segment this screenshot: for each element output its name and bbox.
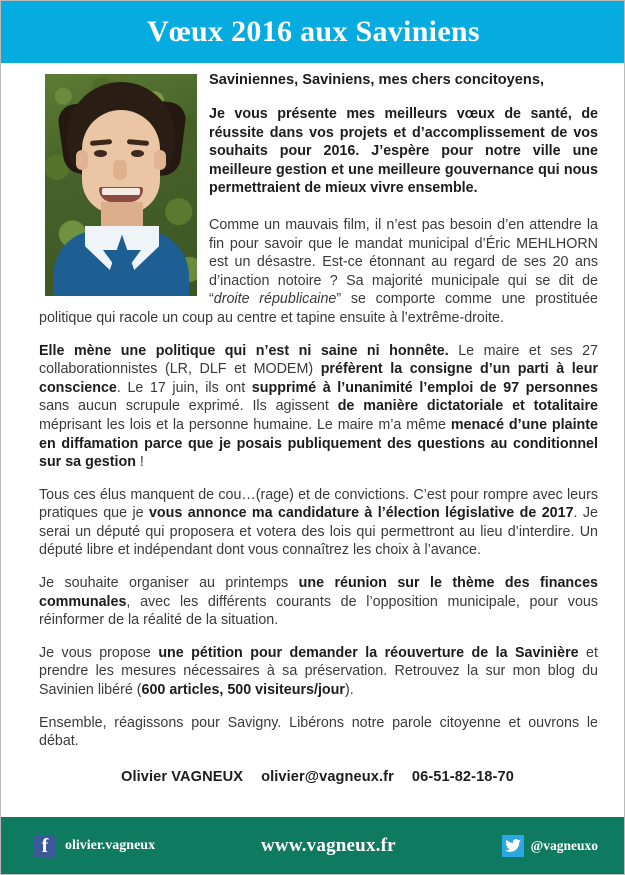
paragraph-6-text-1: Je vous propose — [39, 644, 159, 661]
paragraph-4-text-1: Tous ces élus manquent de cou…(rage) et de convictions. C’est pour rompre avec leurs pratiques que je — [39, 486, 598, 522]
website-url: www.vagneux.fr — [261, 834, 396, 856]
paragraph-3-bold-5: menacé d’une plainte en diffamation parce que je posais publiquement des questions au conditionnel sur sa gestion — [39, 416, 598, 471]
paragraph-4-text-2: . Je serai un député qui proposera et votera des lois qui permettront au lieu d’interdire. Un député libre et indépendant dont vous connaîtrez les choix à l’avance. — [39, 505, 598, 559]
letter-paragraph-3 — [39, 342, 598, 472]
paragraph-6-text-3: ). — [344, 682, 354, 699]
paragraph-3-bold-3: supprimé à l’unanimité l’emploi de 97 personnes — [251, 379, 598, 396]
photo-nose — [113, 160, 127, 180]
letter-paragraph-4 — [39, 486, 598, 560]
paragraph-5-bold-1: une réunion sur le thème des finances communales — [39, 575, 599, 610]
footer-facebook-link[interactable] — [34, 835, 155, 857]
header-banner — [1, 1, 625, 63]
photo-eye-right — [131, 150, 144, 157]
footer-website-link[interactable] — [155, 835, 502, 857]
paragraph-3-text-3: sans aucun scrupule exprimé. Ils agissent — [39, 398, 338, 415]
paragraph-4-bold-1: vous annonce ma candidature à l’élection législative de 2017 — [148, 505, 574, 522]
paragraph-5-text-1: Je souhaite organiser au printemps — [39, 575, 299, 592]
photo-ear-left — [76, 150, 88, 170]
letter-body — [1, 63, 625, 819]
twitter-handle: @vagneuxo — [530, 837, 598, 853]
photo-teeth — [102, 188, 140, 195]
paragraph-6-bold-1: une pétition pour demander la réouverture de la Savinière — [158, 644, 579, 661]
photo-eye-left — [94, 150, 107, 157]
paragraph-6-text-2: et prendre les mesures nécessaires à sa préservation. Retrouvez la sur mon blog du Savinien libéré ( — [39, 644, 598, 699]
facebook-icon-glyph: f — [41, 834, 49, 857]
twitter-icon — [502, 835, 524, 857]
paragraph-3-text-1: Le maire et ses 27 collaborationnistes (LR, DLF et MODEM) — [39, 342, 599, 378]
letter-paragraph-5 — [39, 574, 598, 630]
letter-greeting: Saviniennes, Saviniens, mes chers concitoyens, — [209, 72, 544, 88]
footer-twitter-link[interactable] — [502, 835, 598, 857]
author-portrait-photo — [45, 74, 197, 296]
letter-paragraph-7: Ensemble, réagissons pour Savigny. Libérons notre parole citoyenne et ouvrons le débat. — [39, 714, 598, 750]
paragraph-6-bold-2: 600 articles, 500 visiteurs/jour — [141, 682, 345, 699]
paragraph-2-text-1: Comme un mauvais film, il n’est pas besoin d’en attendre la fin pour savoir que le mandat municipal d’Éric MEHLHORN est un désastre. Est-ce étonnant au regard de ses 20 ans d’inaction notoire ? Sa majorité municipale qui se dit de “ — [209, 216, 598, 308]
signature-email[interactable]: olivier@vagneux.fr — [261, 768, 394, 785]
signature-phone: 06-51-82-18-70 — [411, 768, 514, 785]
paragraph-3-bold-1: Elle mène une politique qui n’est ni saine ni honnête. — [39, 342, 449, 359]
signature-line — [39, 769, 598, 785]
paragraph-2-italic: droite républicaine — [213, 291, 337, 308]
paragraph-3-text-2: . Le 17 juin, ils ont — [116, 379, 252, 396]
paragraph-5-text-2: , avec les différents courants de l’opposition municipale, pour vous réinformer de la réalité de la situation. — [39, 593, 598, 629]
paragraph-2-text-2: ” se comporte comme une prostituée politique qui racole un coup au centre et tapine ensuite à l’extrême-droite. — [39, 291, 598, 326]
paragraph-3-bold-4: de manière dictatoriale et totalitaire — [337, 398, 598, 415]
letter-paragraph-6 — [39, 644, 598, 700]
facebook-handle: olivier.vagneux — [65, 837, 156, 853]
paragraph-3-text-5: ! — [135, 454, 144, 471]
photo-mouth — [99, 187, 143, 202]
photo-ear-right — [154, 150, 166, 170]
page-title: Vœux 2016 aux Saviniens — [147, 15, 480, 48]
paragraph-3-bold-2: préfèrent la consigne d’un parti à leur conscience — [39, 361, 599, 396]
signature-name: Olivier VAGNEUX — [121, 768, 244, 785]
facebook-icon — [34, 835, 56, 857]
footer-bar — [1, 817, 625, 874]
paragraph-3-text-4: méprisant les lois et la personne humaine. Le maire m’a même — [39, 416, 451, 433]
twitter-bird-glyph — [505, 839, 521, 853]
letter-paragraph-1: Je vous présente mes meilleurs vœux de santé, de réussite dans vos projets et d’accomplissement de vos souhaits pour 2016. J’espère pour notre ville une meilleure gestion et une meilleure gouvernance qui nous permettraient de mieux vivre ensemble. — [209, 106, 598, 197]
